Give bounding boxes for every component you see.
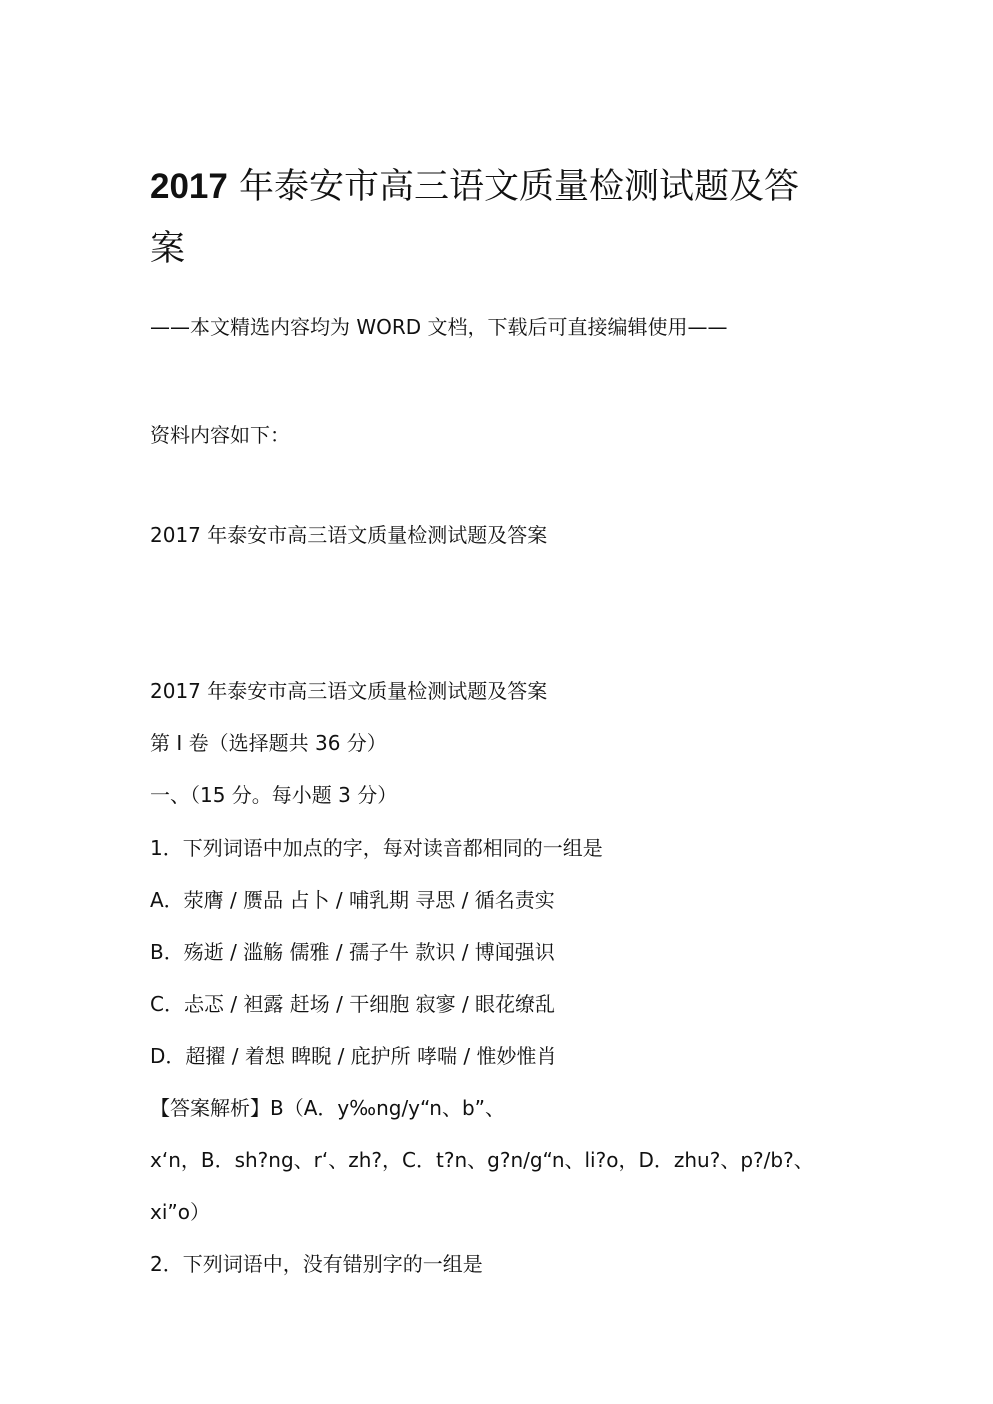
repeat-title-2: 2017 年泰安市高三语文质量检测试题及答案 [150, 679, 548, 703]
question-1-option-c: C．忐忑 / 袒露 赶场 / 干细胞 寂寥 / 眼花缭乱 [150, 992, 556, 1016]
document-title [150, 156, 850, 280]
answer-explanation-line2: x‘n，B．sh?ng、r‘、zh?，C．t?n、g?n/g“n、li?o，D．zhu?、p?/b?、 [150, 1148, 814, 1172]
intro-text: 资料内容如下： [150, 423, 290, 447]
subtitle-note: ——本文精选内容均为 WORD 文档，下载后可直接编辑使用—— [150, 315, 728, 339]
section-volume-heading: 第 I 卷（选择题共 36 分） [150, 731, 387, 755]
question-1-option-b: B．殇逝 / 滥觞 儒雅 / 孺子牛 款识 / 博闻强识 [150, 940, 555, 964]
answer-explanation-line3: xi”o） [150, 1200, 210, 1224]
question-1-stem: 1．下列词语中加点的字，每对读音都相同的一组是 [150, 836, 603, 860]
title-text-line1: 年泰安市高三语文质量检测试题及答 [239, 167, 800, 207]
question-2-stem: 2．下列词语中，没有错别字的一组是 [150, 1252, 483, 1276]
repeat-title-1: 2017 年泰安市高三语文质量检测试题及答案 [150, 523, 548, 547]
question-1-option-a: A．荥膺 / 赝品 占卜 / 哺乳期 寻思 / 循名责实 [150, 888, 555, 912]
section-part-heading: 一、（15 分。每小题 3 分） [150, 783, 398, 807]
title-text-line2: 案 [150, 229, 186, 269]
title-year: 2017 [150, 167, 228, 206]
question-1-option-d: D．超擢 / 着想 睥睨 / 庇护所 哮喘 / 惟妙惟肖 [150, 1044, 557, 1068]
answer-explanation-line1: 【答案解析】B（A．y‰ng/y“n、b”、 [150, 1096, 506, 1120]
